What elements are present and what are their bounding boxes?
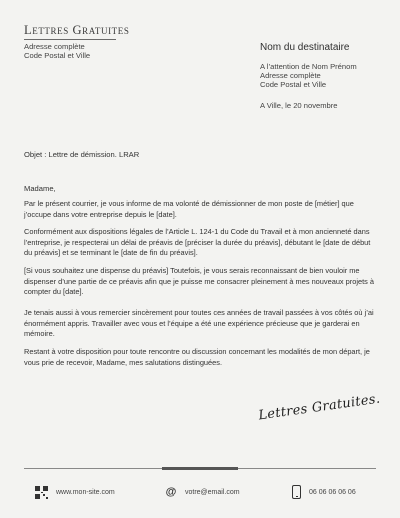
object-line: Objet : Lettre de démission. LRAR (24, 150, 140, 159)
sender-address: Adresse complète (24, 42, 85, 51)
body-paragraph: [Si vous souhaitez une dispense du préavis] Toutefois, je vous serais reconnaissant de bien vouloir me dispenser d’une partie de ce préavis afin que je puisse me consacrer pleinement à mes nouveaux projets à compter du [date]. (24, 266, 375, 297)
recipient-attention: A l’attention de Nom Prénom (260, 62, 357, 71)
recipient-address: Adresse complète (260, 71, 321, 80)
body-paragraph: Conformément aux dispositions légales de l’Article L. 124-1 du Code du Travail et à mon ancienneté dans l’entreprise, je respecterai un délai de préavis de [préciser la durée du préavis], débutant le [date de début du préavis] et se terminant le [date de fin du préavis]. (24, 227, 371, 258)
recipient-name: Nom du destinataire (260, 42, 350, 53)
sender-brand: Lettres Gratuites (24, 23, 130, 37)
body-paragraph: Par le présent courrier, je vous informe de ma volonté de démissionner de mon poste de [métier] que j’occupe dans votre entreprise depuis le [date]. (24, 199, 354, 219)
footer-divider-accent (162, 467, 238, 470)
qr-code-icon (35, 486, 48, 499)
recipient-postal-city: Code Postal et Ville (260, 80, 327, 89)
body-paragraph: Restant à votre disposition pour toute rencontre ou discussion concernant les modalités de mon départ, je vous prie de recevoir, Madame, mes salutations distinguées. (24, 347, 370, 367)
signature: Lettres Gratuites. (257, 391, 382, 424)
body-paragraph: Je tenais aussi à vous remercier sincèrement pour toutes ces années de travail passées à vos côtés où j’ai énormément appris. Travailler avec vous et l’équipe a été une expérience précieuse que je garderai en mémoire. (24, 308, 374, 339)
footer-website[interactable] (35, 485, 115, 499)
footer-website-label: www.mon-site.com (56, 488, 115, 496)
at-sign-icon: @ (165, 486, 177, 498)
salutation: Madame, (24, 184, 56, 193)
footer-phone-label: 06 06 06 06 06 (309, 488, 356, 496)
footer-phone[interactable] (292, 485, 356, 499)
sender-postal-city: Code Postal et Ville (24, 51, 91, 60)
brand-underline (24, 39, 116, 40)
footer-email-label: votre@email.com (185, 488, 240, 496)
phone-icon (292, 485, 301, 499)
footer-email[interactable] (165, 485, 240, 499)
letter-date: A Ville, le 20 novembre (260, 101, 338, 110)
